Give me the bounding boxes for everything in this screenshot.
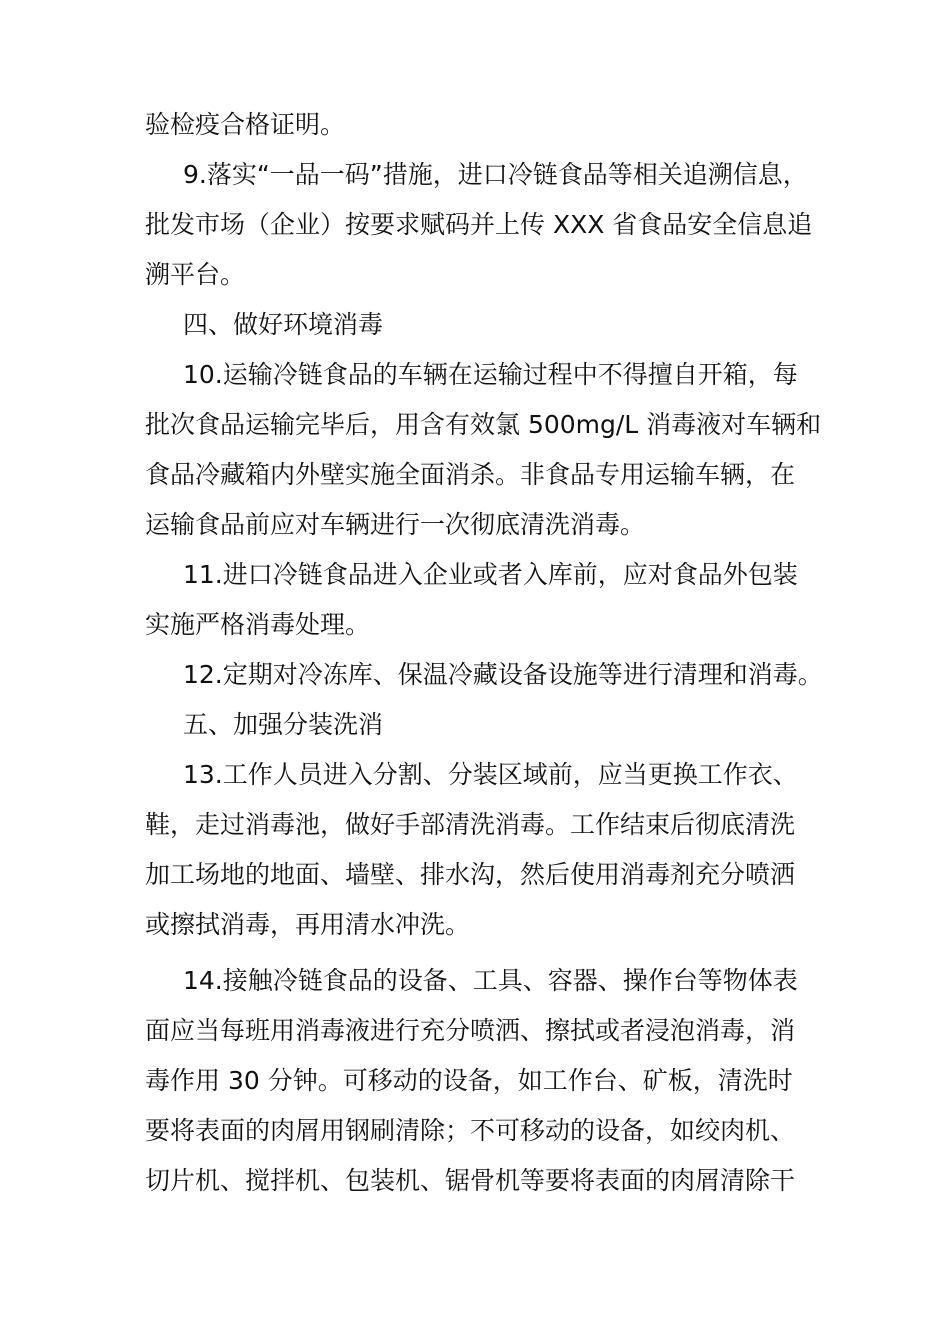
document-body bbox=[145, 100, 823, 1206]
paragraph-10 bbox=[145, 350, 822, 550]
text-line: 13.工作人员进入分割、分装区域前，应当更换工作衣、 bbox=[183, 760, 798, 789]
text-line: 批次食品运输完毕后，用含有效氯 500mg/L 消毒液对车辆和 bbox=[145, 410, 822, 439]
text-line: 食品冷藏箱内外壁实施全面消杀。非食品专用运输车辆，在 bbox=[145, 460, 796, 489]
text-line: 验检疫合格证明。 bbox=[145, 110, 346, 139]
paragraph-13 bbox=[145, 750, 810, 950]
text-line: 要将表面的肉屑用钢刷清除；不可移动的设备，如绞肉机、 bbox=[145, 1116, 796, 1145]
section-heading-5 bbox=[145, 700, 810, 750]
text-line: 12.定期对冷冻库、保温冷藏设备设施等进行清理和消毒。 bbox=[183, 660, 823, 689]
text-line: 实施严格消毒处理。 bbox=[145, 610, 371, 639]
text-line: 鞋，走过消毒池，做好手部清洗消毒。工作结束后彻底清洗 bbox=[145, 810, 796, 839]
text-line: 14.接触冷链食品的设备、工具、容器、操作台等物体表 bbox=[183, 966, 798, 995]
text-line: 加工场地的地面、墙壁、排水沟，然后使用消毒剂充分喷洒 bbox=[145, 860, 796, 889]
text-line: 批发市场（企业）按要求赋码并上传 XXX 省食品安全信息追 bbox=[145, 210, 813, 239]
section-heading: 五、加强分装洗消 bbox=[183, 710, 384, 739]
text-line: 11.进口冷链食品进入企业或者入库前，应对食品外包装 bbox=[183, 560, 798, 589]
text-line: 9.落实“一品一码”措施，进口冷链食品等相关追溯信息， bbox=[183, 160, 808, 189]
text-line: 面应当每班用消毒液进行充分喷洒、擦拭或者浸泡消毒，消 bbox=[145, 1016, 796, 1045]
text-line: 或擦拭消毒，再用清水冲洗。 bbox=[145, 910, 471, 939]
paragraph-11 bbox=[145, 550, 810, 650]
paragraph-continuation bbox=[145, 100, 810, 150]
text-line: 切片机、搅拌机、包装机、锯骨机等要将表面的肉屑清除干 bbox=[145, 1166, 796, 1195]
text-line: 毒作用 30 分钟。可移动的设备，如工作台、矿板，清洗时 bbox=[145, 1066, 793, 1095]
paragraph-14 bbox=[145, 956, 810, 1206]
text-line: 溯平台。 bbox=[145, 260, 246, 289]
paragraph-12 bbox=[145, 650, 823, 700]
paragraph-9 bbox=[145, 150, 813, 300]
text-line: 运输食品前应对车辆进行一次彻底清洗消毒。 bbox=[145, 510, 646, 539]
section-heading: 四、做好环境消毒 bbox=[183, 310, 384, 339]
text-line: 10.运输冷链食品的车辆在运输过程中不得擅自开箱，每 bbox=[183, 360, 798, 389]
section-heading-4 bbox=[145, 300, 810, 350]
